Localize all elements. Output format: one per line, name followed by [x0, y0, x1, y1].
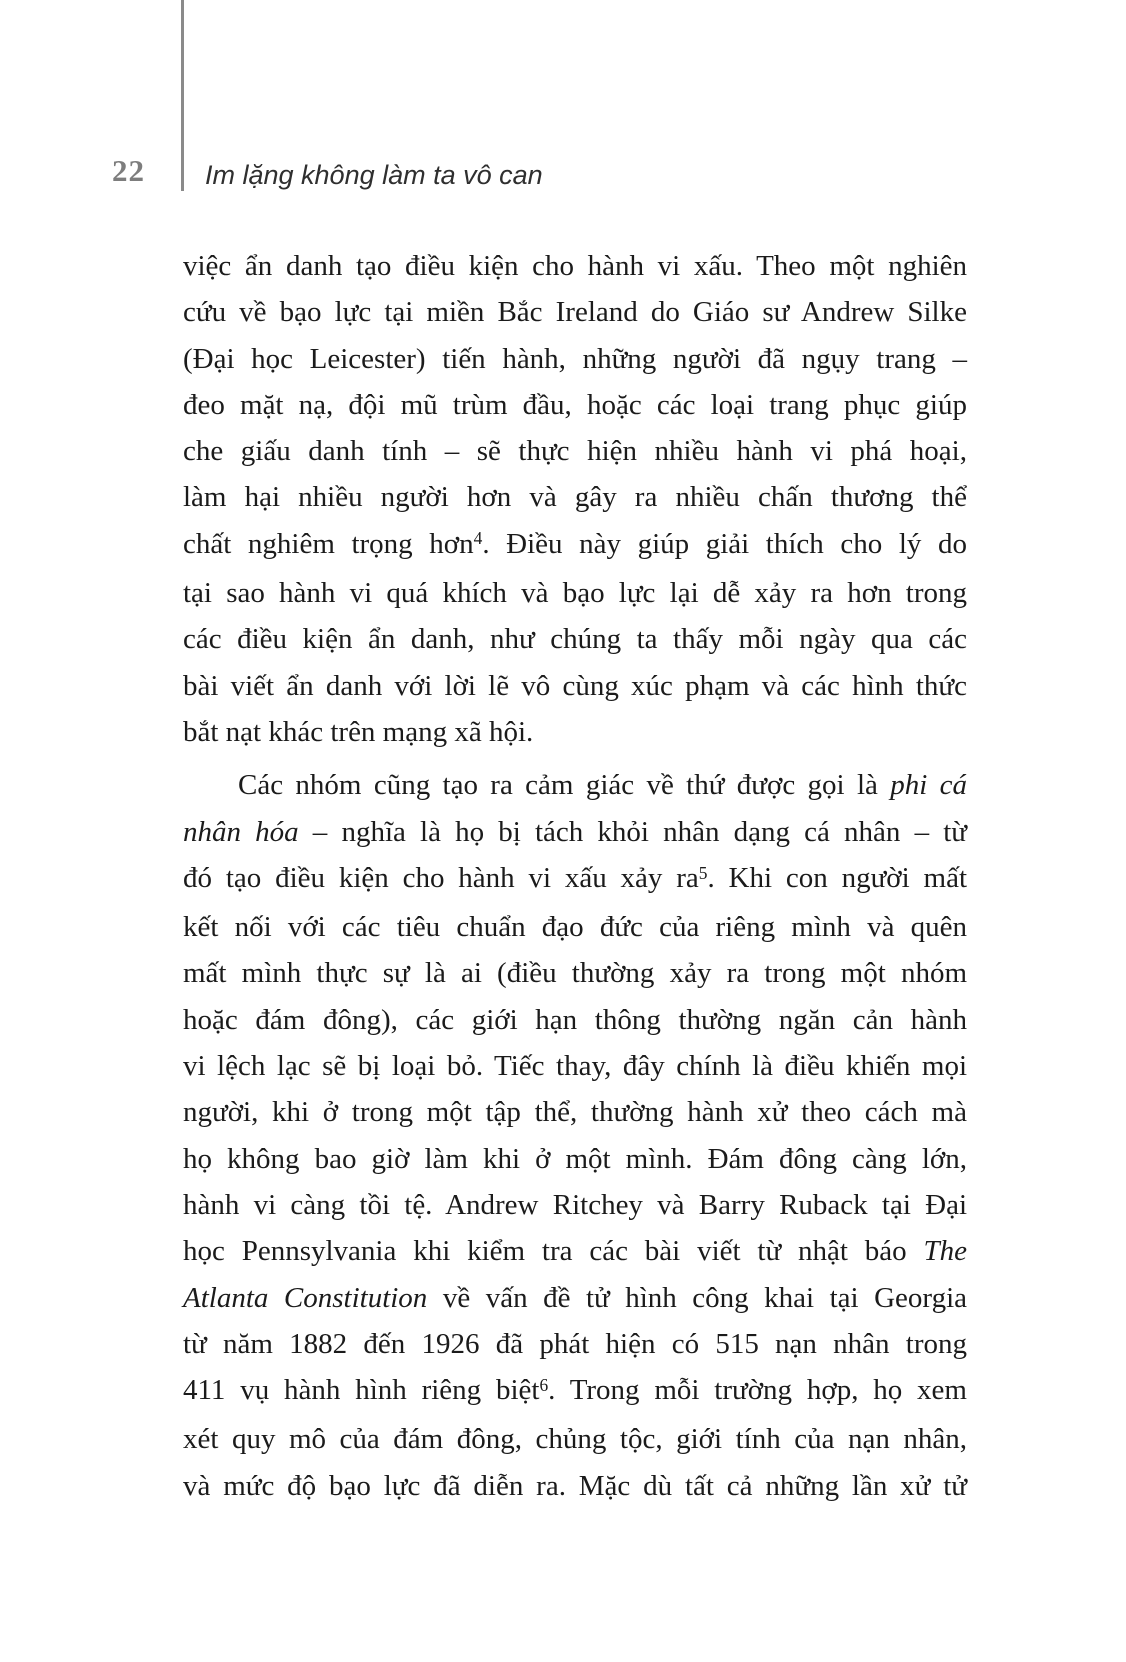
text-line [183, 474, 967, 520]
text-segment: (Đại học Leicester) tiến hành, những người đã ngụy trang – [183, 342, 967, 375]
text-line [183, 1416, 967, 1462]
text-segment: tại sao hành vi quá khích và bạo lực lại dễ xảy ra hơn trong [183, 577, 967, 610]
text-segment: từ năm 1882 đến 1926 đã phát hiện có 515 nạn nhân trong [183, 1327, 967, 1360]
text-segment: nhân hóa [183, 815, 299, 848]
text-segment: Atlanta Constitution [183, 1281, 428, 1314]
text-segment: xét quy mô của đám đông, chủng tộc, giới tính của nạn nhân, [183, 1423, 967, 1456]
text-segment: – nghĩa là họ bị tách khỏi nhân dạng cá nhân – từ [298, 815, 968, 848]
body-text [183, 243, 967, 1509]
text-line [183, 1228, 967, 1274]
text-line [183, 289, 967, 335]
paragraph [183, 243, 967, 755]
text-line [183, 663, 967, 709]
text-line [183, 709, 967, 755]
text-segment: họ không bao giờ làm khi ở một mình. Đám đông càng lớn, [183, 1142, 967, 1175]
text-line [183, 1089, 967, 1135]
text-line [183, 1463, 967, 1509]
text-segment: . Điều này giúp giải thích cho lý do [482, 527, 967, 560]
footnote-ref: 4 [473, 528, 483, 549]
text-line [183, 570, 967, 616]
text-segment: bài viết ẩn danh với lời lẽ vô cùng xúc phạm và các hình thức [183, 669, 967, 702]
text-line [183, 1367, 967, 1416]
text-line [183, 382, 967, 428]
text-segment: đeo mặt nạ, đội mũ trùm đầu, hoặc các loại trang phục giúp [183, 388, 967, 421]
page-number: 22 [112, 153, 145, 188]
text-line [183, 521, 967, 570]
text-segment: hoặc đám đông), các giới hạn thông thường ngăn cản hành [183, 1003, 967, 1036]
footnote-ref: 6 [539, 1374, 549, 1395]
text-segment: việc ẩn danh tạo điều kiện cho hành vi xấu. Theo một nghiên [183, 250, 967, 282]
running-title: Im lặng không làm ta vô can [205, 160, 543, 190]
text-segment: cứu về bạo lực tại miền Bắc Ireland do Giáo sư Andrew Silke [183, 296, 967, 329]
text-segment: các điều kiện ẩn danh, như chúng ta thấy mỗi ngày qua các [183, 623, 967, 656]
text-line [183, 950, 967, 996]
text-line [183, 762, 967, 808]
text-segment: chất nghiêm trọng hơn [183, 527, 474, 560]
text-line [183, 855, 967, 904]
paragraph [183, 762, 967, 1509]
text-line [183, 1182, 967, 1228]
text-line [183, 1321, 967, 1367]
text-line [183, 428, 967, 474]
text-segment: hành vi càng tồi tệ. Andrew Ritchey và Barry Ruback tại Đại [183, 1188, 967, 1221]
text-line [183, 809, 967, 855]
text-segment: . Trong mỗi trường hợp, họ xem [548, 1374, 967, 1407]
text-segment: học Pennsylvania khi kiểm tra các bài viết từ nhật báo [183, 1235, 924, 1268]
text-segment: đó tạo điều kiện cho hành vi xấu xảy ra [183, 861, 699, 894]
text-segment: bắt nạt khác trên mạng xã hội. [183, 715, 534, 748]
text-segment: và mức độ bạo lực đã diễn ra. Mặc dù tất cả những lần xử tử [183, 1469, 967, 1502]
header-vertical-rule [181, 0, 184, 191]
text-line [183, 616, 967, 662]
text-segment: làm hại nhiều người hơn và gây ra nhiều chấn thương thể [183, 481, 967, 514]
text-segment: vi lệch lạc sẽ bị loại bỏ. Tiếc thay, đây chính là điều khiến mọi [183, 1050, 967, 1083]
text-segment: người, khi ở trong một tập thể, thường hành xử theo cách mà [183, 1096, 967, 1129]
text-segment: kết nối với các tiêu chuẩn đạo đức của riêng mình và quên [183, 911, 967, 944]
text-line [183, 1136, 967, 1182]
text-segment: 411 vụ hành hình riêng biệt [183, 1374, 540, 1407]
text-segment: Các nhóm cũng tạo ra cảm giác về thứ được gọi là [238, 769, 891, 802]
text-segment: The [923, 1235, 967, 1268]
text-segment: che giấu danh tính – sẽ thực hiện nhiều hành vi phá hoại, [183, 435, 967, 468]
text-line [183, 1043, 967, 1089]
text-line [183, 997, 967, 1043]
text-line [183, 1275, 967, 1321]
text-line [183, 243, 967, 289]
text-segment: phi cá [890, 769, 967, 802]
text-line [183, 904, 967, 950]
text-segment: . Khi con người mất [707, 861, 968, 894]
text-line [183, 336, 967, 382]
text-segment: về vấn đề tử hình công khai tại Georgia [427, 1281, 967, 1314]
text-segment: mất mình thực sự là ai (điều thường xảy ra trong một nhóm [183, 957, 967, 990]
footnote-ref: 5 [698, 862, 708, 883]
